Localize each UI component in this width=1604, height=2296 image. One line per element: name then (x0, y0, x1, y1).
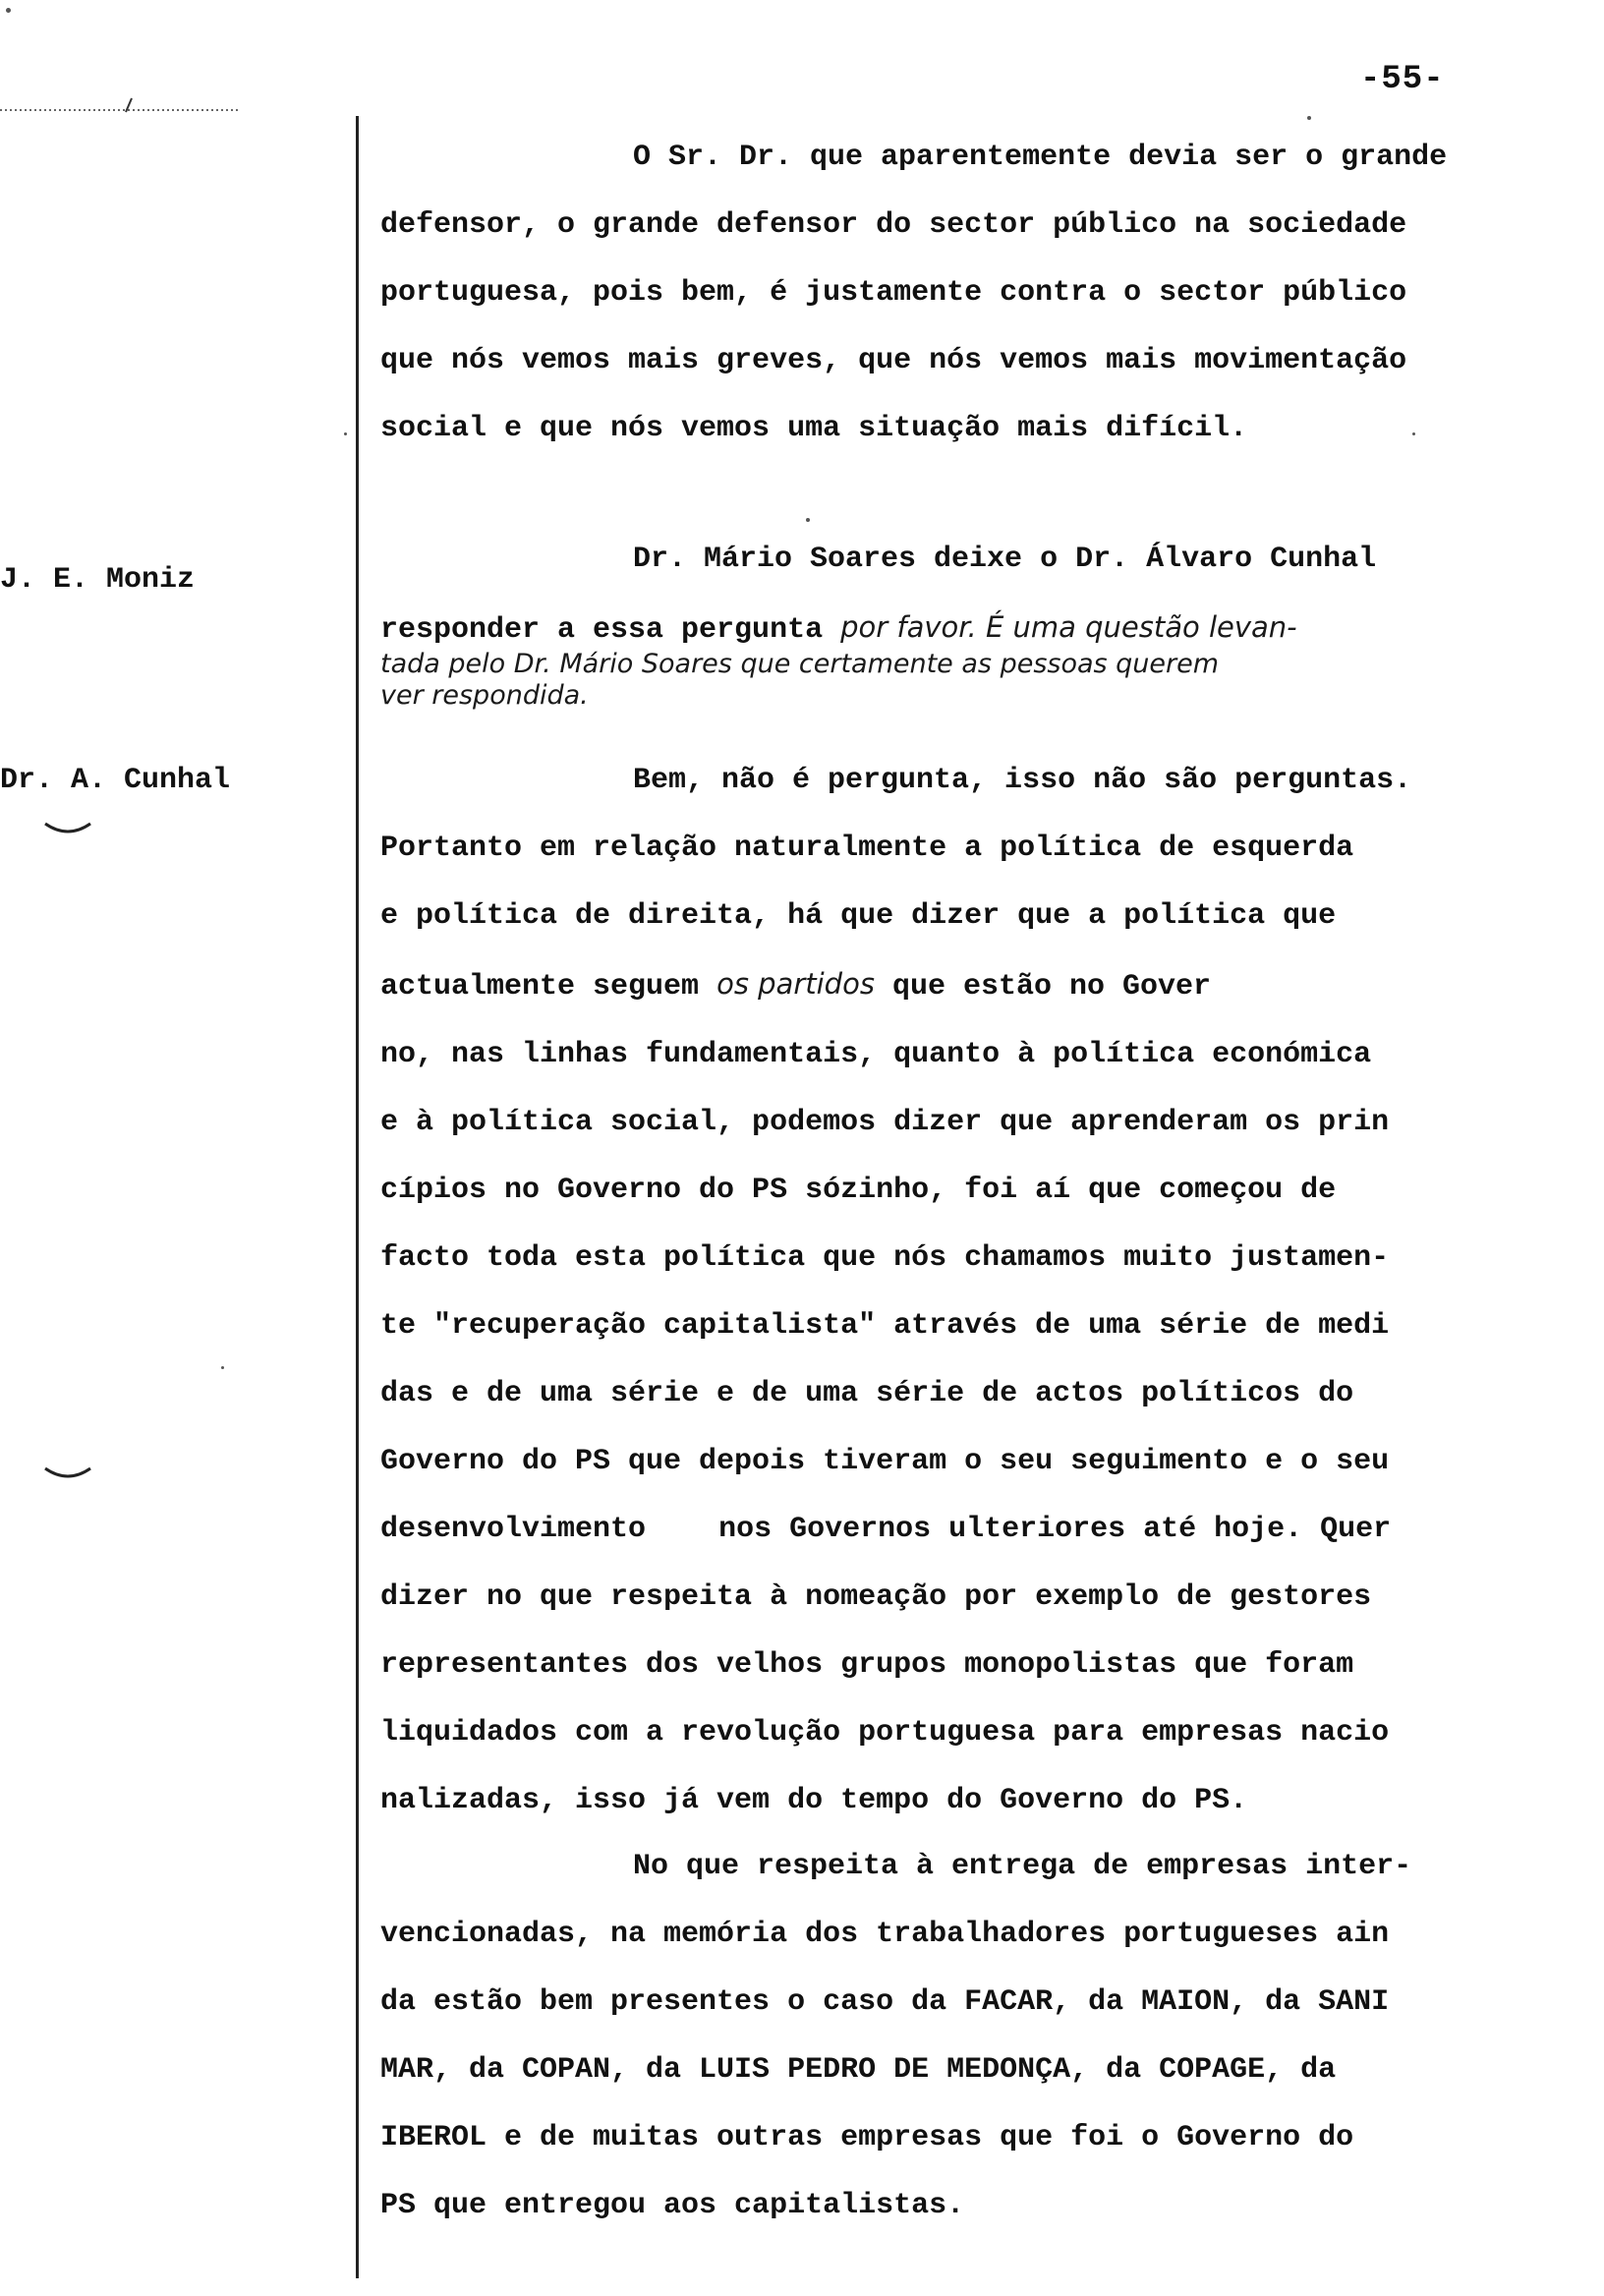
text-line: e política de direita, há que dizer que a política que (380, 899, 1337, 933)
text-line: e à política social, podemos dizer que aprenderam os prin (380, 1106, 1390, 1139)
text-fragment: nos Governos ulteriores até hoje. Quer (718, 1513, 1392, 1546)
text-line: liquidados com a revolução portuguesa para empresas nacio (380, 1716, 1390, 1750)
text-fragment: actualmente seguem (380, 970, 700, 1004)
text-line: dizer no que respeita à nomeação por exemplo de gestores (380, 1580, 1372, 1614)
paragraph (380, 747, 1599, 1835)
handwritten-line: tada pelo Dr. Mário Soares que certamente as pessoas querem (380, 649, 1220, 679)
scan-speck (806, 518, 810, 522)
text-line: No que respeita à entrega de empresas inter- (633, 1850, 1412, 1883)
text-line: representantes dos velhos grupos monopolistas que foram (380, 1648, 1354, 1682)
speaker-label: Dr. A. Cunhal (0, 764, 231, 797)
text-line: Portanto em relação naturalmente a política de esquerda (380, 832, 1354, 865)
handwritten-annotation (380, 649, 1599, 712)
text-line: nalizadas, isso já vem do tempo do Governo do PS. (380, 1784, 1248, 1817)
text-line: cípios no Governo do PS sózinho, foi aí que começou de (380, 1174, 1337, 1207)
scan-speck (344, 432, 347, 435)
paragraph (380, 526, 1599, 664)
paragraph (380, 1833, 1599, 2240)
text-line: PS que entregou aos capitalistas. (380, 2189, 965, 2222)
text-fragment: responder a essa pergunta (380, 613, 824, 647)
text-line: MAR, da COPAN, da LUIS PEDRO DE MEDONÇA, da COPAGE, da (380, 2053, 1337, 2087)
text-line: no, nas linhas fundamentais, quanto à política económica (380, 1038, 1372, 1071)
text-line: facto toda esta política que nós chamamos muito justamen- (380, 1241, 1390, 1275)
speaker-label: J. E. Moniz (0, 563, 196, 597)
margin-rule (356, 116, 359, 2278)
text-line: que nós vemos mais greves, que nós vemos mais movimentação (380, 344, 1407, 377)
text-line (380, 950, 1599, 1021)
margin-tick-mark (43, 1463, 92, 1486)
text-fragment: que estão no Gover (891, 970, 1212, 1004)
text-line: social e que nós vemos uma situação mais difícil. (380, 412, 1248, 445)
handwritten-insertion: por favor. É uma questão levan- (840, 610, 1297, 644)
paragraph (380, 124, 1599, 463)
text-line: IBEROL e de muitas outras empresas que foi o Governo do (380, 2121, 1354, 2154)
scan-speck (1307, 116, 1311, 120)
margin-tick-mark (43, 818, 92, 841)
text-line: da estão bem presentes o caso da FACAR, da MAION, da SANI (380, 1985, 1390, 2019)
handwritten-line: ver respondida. (380, 680, 589, 711)
text-line: defensor, o grande defensor do sector público na sociedade (380, 208, 1407, 242)
text-line: das e de uma série e de uma série de actos políticos do (380, 1377, 1354, 1410)
corner-dotted-mark (0, 96, 241, 116)
text-line (380, 1496, 1599, 1564)
text-line: portuguesa, pois bem, é justamente contra o sector público (380, 276, 1407, 310)
text-line: te "recuperação capitalista" através de uma série de medi (380, 1309, 1390, 1343)
scan-speck (1412, 432, 1415, 435)
handwritten-insertion: os partidos (716, 967, 875, 1001)
page-number: -55- (1360, 61, 1445, 98)
scan-speck (221, 1366, 224, 1369)
text-line: Governo do PS que depois tiveram o seu seguimento e o seu (380, 1445, 1390, 1478)
text-line: vencionadas, na memória dos trabalhadores portugueses ain (380, 1918, 1390, 1951)
text-line: O Sr. Dr. que aparentemente devia ser o grande (633, 141, 1448, 174)
text-fragment: desenvolvimento (380, 1513, 647, 1546)
scan-speck (6, 8, 11, 13)
text-line: Bem, não é pergunta, isso não são perguntas. (633, 764, 1412, 797)
text-line: Dr. Mário Soares deixe o Dr. Álvaro Cunhal (633, 543, 1377, 576)
